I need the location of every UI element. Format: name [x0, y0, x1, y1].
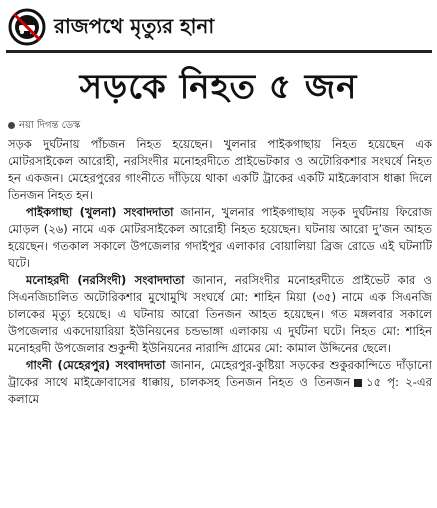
dateline: মনোহরদী (নরসিংদী) সংবাদদাতা	[26, 273, 185, 287]
section-kicker: রাজপথে মৃত্যুর হানা	[54, 14, 215, 38]
accident-logo-icon	[8, 8, 46, 46]
continuation-text: ১৫ পৃ: ২-এর কলামে	[8, 375, 432, 406]
paragraph-text: জানান, মেহেরপুর-কুষ্টিয়া সড়কের শুকুরকান্দিতে দাঁড়ানো ট্রাকের সাথে মাইক্রোবাসের ধাক্কায়, চালকসহ তিনজন নিহত ও তিনজন	[8, 358, 432, 389]
paragraph	[8, 204, 432, 272]
paragraph-text: জানান, নরসিংদীর মনোহরদীতে প্রাইভেট কার ও সিএনজিচালিত অটোরিকশার মুখোমুখি সংঘর্ষে মো: শাহিন মিয়া (৩৫) নামে এক সিএনজি চালকের মৃত্যু হয়েছে। এ ঘটনায় আরো তিনজন আহত হয়েছেন। গত মঙ্গলবার সকালে উপজেলার একদোয়ারিয়া ইউনিয়নের চন্ডভাঙ্গা এলাকায় এ দুর্ঘটনা ঘটে। নিহত মো: শাহিন মনোহরদী উপজেলার শুকুন্দী ইউনিয়নের নারান্দি গ্রামের মো: কামাল উদ্দিনের ছেলে।	[8, 273, 432, 355]
dateline: গাংনী (মেহেরপুর) সংবাদদাতা	[26, 358, 166, 372]
article-body	[8, 136, 432, 408]
headline: সড়কে নিহত ৫ জন	[79, 67, 358, 107]
dateline: পাইকগাছা (খুলনা) সংবাদদাতা	[26, 205, 174, 219]
bullet-icon	[8, 122, 15, 129]
paragraph	[8, 272, 432, 357]
byline	[8, 118, 80, 135]
clipping-header	[6, 6, 432, 53]
paragraph-text: জানান, খুলনার পাইকগাছায় সড়ক দুর্ঘটনায় ফিরোজ মোড়ল (২৬) নামে এক মোটরসাইকেল আরোহী নিহত হয়েছেন। ঘটনায় আরো দু’জন আহত হয়েছেন। গতকাল সকালে উপজেলার গদাইপুর এলাকার বোয়ালিয়া ব্রিজ রোডে এই ঘটনাটি ঘটে।	[8, 205, 432, 270]
square-icon	[354, 379, 362, 387]
paragraph	[8, 357, 432, 408]
paragraph	[8, 136, 432, 204]
paragraph-text: সড়ক দুর্ঘটনায় পাঁচজন নিহত হয়েছেন। খুলনার পাইকগাছায় নিহত হয়েছেন এক মোটরসাইকেল আরোহী, নরসিংদীর মনোহরদীতে প্রাইভেটকার ও অটোরিকশার সংঘর্ষে নিহত হন একজন। মেহেরপুরের গাংনীতে দাঁড়িয়ে থাকা একটি ট্রাকের একটি মাইক্রোবাস ধাক্কা দিলে তিনজন নিহত হন।	[8, 137, 432, 202]
byline-text: নয়া দিগন্ত ডেস্ক	[19, 120, 81, 131]
